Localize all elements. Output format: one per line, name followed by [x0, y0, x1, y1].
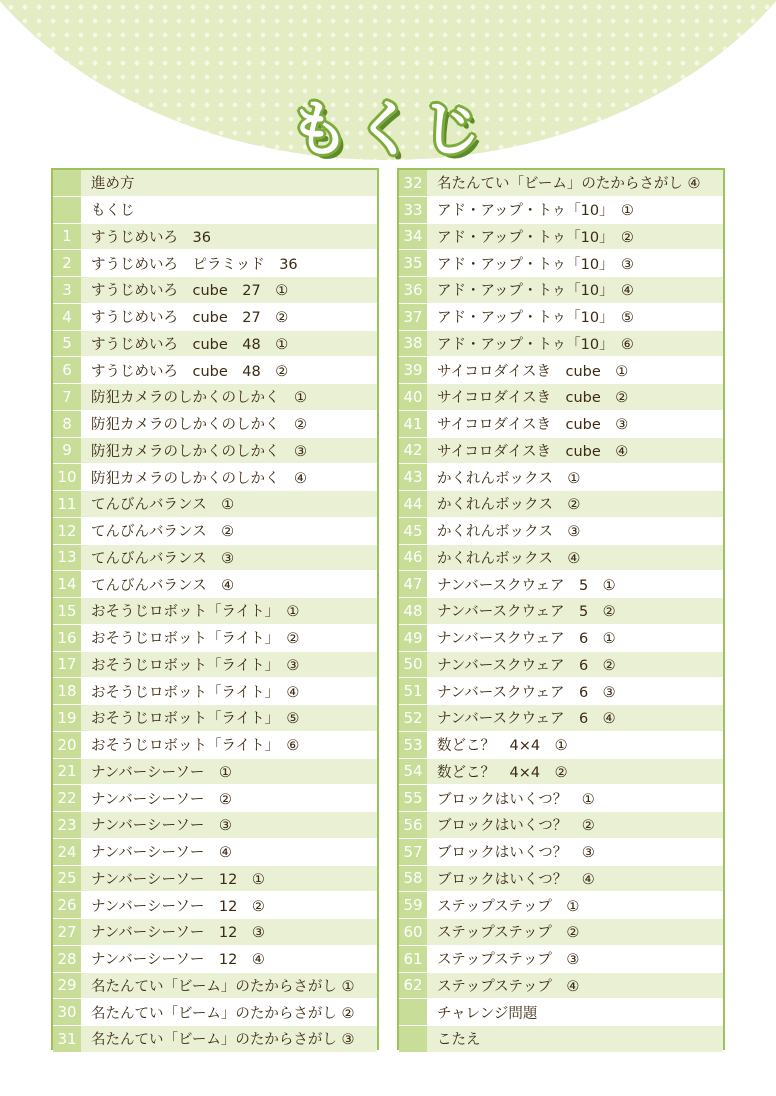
toc-entry-label: アド・アップ・トゥ「10」 ② [437, 229, 634, 246]
toc-entry-label: ナンバーシーソー ③ [91, 818, 232, 835]
toc-entry-number: 57 [399, 839, 427, 865]
toc-entry[interactable] [399, 625, 723, 652]
toc-entry-label: 防犯カメラのしかくのしかく ① [91, 390, 307, 407]
toc-entry-label: 名たんてい「ビーム」のたからさがし ① [91, 978, 355, 995]
toc-entry[interactable] [399, 999, 723, 1026]
toc-entry[interactable] [53, 438, 377, 465]
toc-entry-label: ブロックはいくつ？ ③ [437, 845, 595, 862]
toc-entry-number: 48 [399, 598, 427, 624]
toc-entry[interactable] [53, 999, 377, 1026]
toc-entry-number: 6 [53, 357, 81, 383]
toc-entry-label: おそうじロボット「ライト」 ② [91, 631, 300, 648]
toc-entry[interactable] [53, 678, 377, 705]
toc-entry-number: 35 [399, 250, 427, 276]
toc-entry-label: サイコロダイスき cube ② [437, 390, 629, 407]
toc-entry-label: ナンバースクウェア 6 ② [437, 657, 616, 674]
toc-entry-number: 46 [399, 545, 427, 571]
toc-entry-label: ブロックはいくつ？ ① [437, 791, 595, 808]
toc-entry-number [399, 999, 427, 1025]
toc-entry[interactable] [53, 973, 377, 1000]
toc-entry-label: かくれんボックス ① [437, 470, 581, 487]
toc-entry-label: ステップステップ ④ [437, 978, 580, 995]
toc-right-column [397, 168, 725, 1050]
toc-entry-number: 11 [53, 491, 81, 517]
toc-entry-number: 21 [53, 759, 81, 785]
toc-entry-number: 50 [399, 652, 427, 678]
toc-entry-label: 名たんてい「ビーム」のたからさがし ② [91, 1005, 355, 1022]
toc-entry[interactable] [399, 812, 723, 839]
toc-entry-label: アド・アップ・トゥ「10」 ① [437, 203, 634, 220]
toc-entry-number: 31 [53, 1026, 81, 1052]
toc-entry-number: 12 [53, 518, 81, 544]
toc-entry-label: アド・アップ・トゥ「10」 ④ [437, 283, 634, 300]
toc-entry[interactable] [53, 250, 377, 277]
toc-entry[interactable] [53, 625, 377, 652]
toc-entry-number: 38 [399, 331, 427, 357]
toc-entry[interactable] [53, 652, 377, 679]
toc-entry-number: 27 [53, 919, 81, 945]
toc-entry[interactable] [399, 491, 723, 518]
toc-entry[interactable] [399, 304, 723, 331]
toc-entry[interactable] [399, 438, 723, 465]
toc-entry-number: 62 [399, 973, 427, 999]
toc-entry-label: 名たんてい「ビーム」のたからさがし ③ [91, 1032, 355, 1049]
toc-entry[interactable] [399, 197, 723, 224]
toc-entry-label: すうじめいろ 36 [91, 229, 211, 246]
toc-entry-label: ステップステップ ① [437, 898, 580, 915]
toc-entry[interactable] [399, 892, 723, 919]
toc-entry[interactable] [53, 866, 377, 893]
toc-entry-number: 25 [53, 866, 81, 892]
toc-entry[interactable] [53, 170, 377, 197]
toc-entry-number [399, 1026, 427, 1052]
toc-entry-number: 53 [399, 732, 427, 758]
toc-entry[interactable] [399, 170, 723, 197]
toc-entry[interactable] [399, 331, 723, 358]
toc-entry-number: 26 [53, 892, 81, 918]
toc-entry[interactable] [399, 384, 723, 411]
toc-entry[interactable] [53, 357, 377, 384]
toc-entry-label: 数どこ？ 4×4 ② [437, 764, 568, 781]
toc-entry[interactable] [53, 1026, 377, 1053]
toc-entry-number: 51 [399, 678, 427, 704]
toc-entry[interactable] [399, 652, 723, 679]
toc-entry[interactable] [53, 384, 377, 411]
toc-entry-number: 56 [399, 812, 427, 838]
toc-entry[interactable] [53, 277, 377, 304]
toc-entry-number: 20 [53, 732, 81, 758]
toc-entry[interactable] [53, 946, 377, 973]
toc-entry-number: 19 [53, 705, 81, 731]
toc-entry-number: 44 [399, 491, 427, 517]
toc-entry-number: 17 [53, 652, 81, 678]
toc-entry-number: 13 [53, 545, 81, 571]
toc-entry-number: 7 [53, 384, 81, 410]
toc-entry[interactable] [53, 224, 377, 251]
toc-entry-number: 2 [53, 250, 81, 276]
toc-entry-number: 47 [399, 571, 427, 597]
toc-entry-number: 9 [53, 438, 81, 464]
toc-entry-label: ステップステップ ③ [437, 952, 580, 969]
toc-entry-number: 28 [53, 946, 81, 972]
toc-entry-number: 42 [399, 438, 427, 464]
toc-entry-number: 55 [399, 785, 427, 811]
toc-entry[interactable] [399, 518, 723, 545]
toc-entry[interactable] [399, 919, 723, 946]
toc-entry-number: 37 [399, 304, 427, 330]
toc-entry[interactable] [399, 705, 723, 732]
toc-entry[interactable] [399, 1026, 723, 1053]
page-title: もくじ [289, 95, 487, 165]
toc-entry-number: 30 [53, 999, 81, 1025]
toc-entry-label: ナンバーシーソー ④ [91, 845, 232, 862]
toc-entry-label: かくれんボックス ③ [437, 524, 581, 541]
toc-entry-label: サイコロダイスき cube ① [437, 363, 629, 380]
toc-entry-number [53, 197, 81, 223]
toc-entry-number: 39 [399, 357, 427, 383]
toc-entry-number: 5 [53, 331, 81, 357]
toc-entry-number: 61 [399, 946, 427, 972]
toc-entry-label: おそうじロボット「ライト」 ③ [91, 657, 300, 674]
toc-entry-number: 54 [399, 759, 427, 785]
toc-entry[interactable] [53, 304, 377, 331]
toc-entry[interactable] [53, 545, 377, 572]
toc-entry-number: 24 [53, 839, 81, 865]
toc-entry-number: 10 [53, 464, 81, 490]
toc-entry[interactable] [399, 224, 723, 251]
toc-entry-label: ナンバースクウェア 6 ③ [437, 684, 616, 701]
toc-entry-label: こたえ [437, 1032, 481, 1049]
toc-entry-label: すうじめいろ cube 27 ① [91, 283, 289, 300]
toc-entry[interactable] [53, 518, 377, 545]
toc-entry[interactable] [399, 545, 723, 572]
toc-entry-label: すうじめいろ cube 48 ② [91, 363, 289, 380]
toc-entry[interactable] [53, 411, 377, 438]
toc-entry-label: もくじ [91, 203, 135, 220]
toc-entry[interactable] [399, 357, 723, 384]
toc-entry[interactable] [399, 732, 723, 759]
toc-entry-number: 36 [399, 277, 427, 303]
toc-entry-number: 33 [399, 197, 427, 223]
toc-entry[interactable] [399, 571, 723, 598]
toc-entry-number: 8 [53, 411, 81, 437]
toc-entry-label: かくれんボックス ④ [437, 550, 581, 567]
toc-entry-number: 15 [53, 598, 81, 624]
toc-entry-label: すうじめいろ ピラミッド 36 [91, 256, 298, 273]
toc-entry-label: チャレンジ問題 [437, 1005, 538, 1022]
toc-entry-label: 数どこ？ 4×4 ① [437, 738, 568, 755]
toc-entry-number: 59 [399, 892, 427, 918]
toc-entry-label: ナンバーシーソー ② [91, 791, 232, 808]
toc-entry-label: 防犯カメラのしかくのしかく ④ [91, 470, 307, 487]
toc-entry-label: ナンバースクウェア 5 ① [437, 577, 616, 594]
toc-entry-label: アド・アップ・トゥ「10」 ③ [437, 256, 634, 273]
toc-entry[interactable] [53, 464, 377, 491]
toc-entry[interactable] [399, 277, 723, 304]
toc-entry[interactable] [53, 705, 377, 732]
toc-entry-label: すうじめいろ cube 27 ② [91, 310, 289, 327]
toc-entry[interactable] [53, 197, 377, 224]
toc-entry-label: ナンバーシーソー ① [91, 764, 232, 781]
toc-entry-label: すうじめいろ cube 48 ① [91, 336, 289, 353]
toc-entry-number: 29 [53, 973, 81, 999]
toc-entry-label: おそうじロボット「ライト」 ⑥ [91, 738, 300, 755]
toc-entry-number: 23 [53, 812, 81, 838]
toc-entry-number: 14 [53, 571, 81, 597]
toc-entry-number: 40 [399, 384, 427, 410]
toc-entry[interactable] [53, 759, 377, 786]
toc-entry-label: おそうじロボット「ライト」 ① [91, 604, 300, 621]
toc-entry[interactable] [53, 598, 377, 625]
toc-entry-number: 1 [53, 224, 81, 250]
toc-entry[interactable] [53, 812, 377, 839]
toc-entry[interactable] [53, 785, 377, 812]
toc-entry-number [53, 170, 81, 196]
toc-entry-number: 60 [399, 919, 427, 945]
toc-entry-number: 22 [53, 785, 81, 811]
toc-entry-number: 41 [399, 411, 427, 437]
toc-entry-label: 防犯カメラのしかくのしかく ③ [91, 443, 307, 460]
toc-entry-label: てんびんバランス ④ [91, 577, 235, 594]
toc-entry[interactable] [53, 892, 377, 919]
toc-entry[interactable] [399, 785, 723, 812]
toc-entry[interactable] [399, 411, 723, 438]
toc-entry-label: ナンバースクウェア 6 ① [437, 631, 616, 648]
toc-entry-label: アド・アップ・トゥ「10」 ⑥ [437, 336, 634, 353]
toc-entry-label: アド・アップ・トゥ「10」 ⑤ [437, 310, 634, 327]
toc-entry[interactable] [399, 598, 723, 625]
toc-entry-label: ナンバースクウェア 6 ④ [437, 711, 616, 728]
toc-entry[interactable] [399, 464, 723, 491]
toc-entry-label: ナンバーシーソー 12 ③ [91, 925, 265, 942]
toc-entry-label: ステップステップ ② [437, 925, 580, 942]
toc-entry[interactable] [53, 331, 377, 358]
toc-entry-label: ナンバーシーソー 12 ④ [91, 952, 265, 969]
toc-entry-label: ナンバーシーソー 12 ② [91, 898, 265, 915]
toc-entry-label: ブロックはいくつ？ ② [437, 818, 595, 835]
toc-entry[interactable] [399, 759, 723, 786]
toc-entry-label: てんびんバランス ② [91, 524, 235, 541]
toc-entry[interactable] [53, 491, 377, 518]
toc-entry[interactable] [399, 250, 723, 277]
toc-left-column [51, 168, 379, 1050]
toc-entry-number: 4 [53, 304, 81, 330]
toc-entry[interactable] [53, 839, 377, 866]
toc-entry-number: 18 [53, 678, 81, 704]
toc-entry-label: 進め方 [91, 176, 135, 193]
toc-entry[interactable] [399, 973, 723, 1000]
toc-entry-number: 49 [399, 625, 427, 651]
toc-entry-number: 32 [399, 170, 427, 196]
toc-entry-number: 45 [399, 518, 427, 544]
toc-entry-label: かくれんボックス ② [437, 497, 581, 514]
toc-entry-number: 43 [399, 464, 427, 490]
toc-entry-label: ブロックはいくつ？ ④ [437, 871, 595, 888]
toc-entry-label: サイコロダイスき cube ④ [437, 443, 629, 460]
toc-entry[interactable] [399, 866, 723, 893]
toc-entry-number: 3 [53, 277, 81, 303]
toc-entry-label: ナンバースクウェア 5 ② [437, 604, 616, 621]
toc-entry-label: 防犯カメラのしかくのしかく ② [91, 417, 307, 434]
toc-entry[interactable] [399, 839, 723, 866]
toc-entry-label: サイコロダイスき cube ③ [437, 417, 629, 434]
toc-entry-label: 名たんてい「ビーム」のたからさがし ④ [437, 176, 701, 193]
toc-entry-label: てんびんバランス ① [91, 497, 235, 514]
toc-entry-number: 58 [399, 866, 427, 892]
toc-entry-number: 52 [399, 705, 427, 731]
toc-entry-label: おそうじロボット「ライト」 ⑤ [91, 711, 300, 728]
toc-entry-label: おそうじロボット「ライト」 ④ [91, 684, 300, 701]
toc-entry-number: 34 [399, 224, 427, 250]
toc-entry-number: 16 [53, 625, 81, 651]
toc-entry-label: ナンバーシーソー 12 ① [91, 871, 265, 888]
toc-entry[interactable] [399, 946, 723, 973]
toc-entry-label: てんびんバランス ③ [91, 550, 235, 567]
toc-entry[interactable] [399, 678, 723, 705]
toc-entry[interactable] [53, 919, 377, 946]
toc-entry[interactable] [53, 571, 377, 598]
toc-entry[interactable] [53, 732, 377, 759]
